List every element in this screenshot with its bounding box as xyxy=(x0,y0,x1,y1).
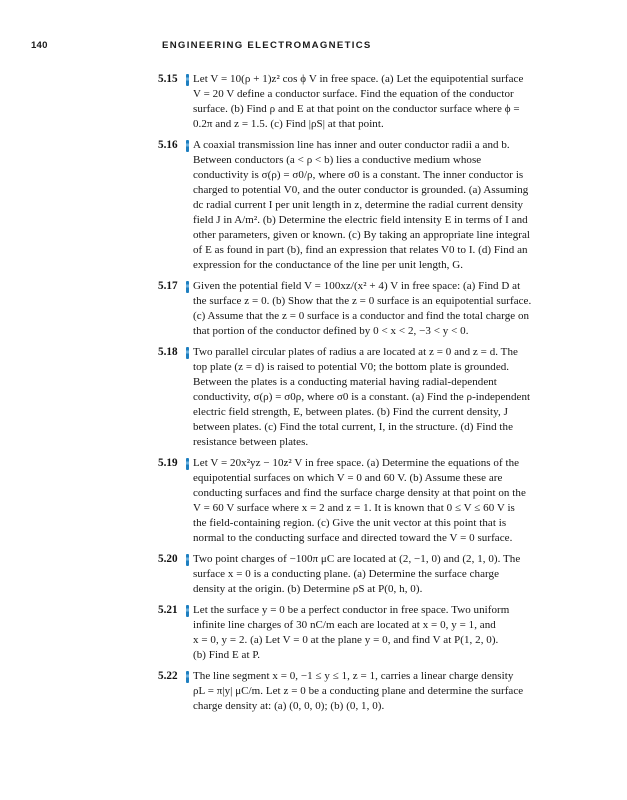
problem-5-22 xyxy=(158,669,571,714)
page-number: 140 xyxy=(31,40,48,51)
problem-marker-icon xyxy=(186,605,189,617)
problem-marker-icon xyxy=(186,671,189,683)
problem-text: Let V = 10(ρ + 1)z² cos ϕ V in free space. (a) Let the equipotential surface V = 20 V define a conductor surface. Find the equation of the conductor surface. (b) Find ρ and E at that point on the conductor surface where ϕ = 0.2π and z = 1.5. (c) Find |ρS| at that point. xyxy=(193,73,524,130)
problem-number: 5.18 xyxy=(158,346,178,358)
problem-text: Given the potential field V = 100xz/(x² + 4) V in free space: (a) Find D at the surface z = 0. (b) Show that the z = 0 surface is an equipotential surface. (c) Assume that the z = 0 surface is a conductor and find the total charge on that portion of the conductor defined by 0 < x < 2, −3 < y < 0. xyxy=(193,280,532,337)
running-title: ENGINEERING ELECTROMAGNETICS xyxy=(162,40,372,51)
problem-marker-icon xyxy=(186,554,189,566)
problem-number: 5.19 xyxy=(158,457,178,469)
problem-5-20 xyxy=(158,552,571,597)
page-header xyxy=(31,40,591,54)
problem-5-21 xyxy=(158,603,571,663)
problem-marker-icon xyxy=(186,347,189,359)
problem-5-17 xyxy=(158,279,571,339)
problem-text: The line segment x = 0, −1 ≤ y ≤ 1, z = 1, carries a linear charge density ρL = π|y| μC/m. Let z = 0 be a conducting plane and determine the surface charge density at: (a) (0, 0, 0); (b) (0, 1, 0). xyxy=(193,670,524,712)
problem-number: 5.15 xyxy=(158,73,178,85)
problem-marker-icon xyxy=(186,140,189,152)
problem-text: Let the surface y = 0 be a perfect conductor in free space. Two uniform infinite line charges of 30 nC/m each are located at x = 0, y = 1, and x = 0, y = 2. (a) Let V = 0 at the plane y = 0, and find V at P(1, 2, 0). (b) Find E at P. xyxy=(193,604,510,661)
problem-5-18 xyxy=(158,345,571,450)
problem-number: 5.17 xyxy=(158,280,178,292)
problem-list xyxy=(158,72,571,720)
problem-number: 5.21 xyxy=(158,604,178,616)
problem-text: A coaxial transmission line has inner and outer conductor radii a and b. Between conductors (a < ρ < b) lies a conductive medium whose conductivity is σ(ρ) = σ0/ρ, where σ0 is a constant. The inner conductor is charged to potential V0, and the outer conductor is grounded. (a) Assuming dc radial current I per unit length in z, determine the radial current density field J in A/m². (b) Determine the electric field intensity E in terms of I and other parameters, given or known. (c) By taking an appropriate line integral of E as found in part (b), find an expression that relates V0 to I. (d) Find an expression for the conductance of the line per unit length, G. xyxy=(193,139,531,271)
problem-marker-icon xyxy=(186,281,189,293)
problem-number: 5.16 xyxy=(158,139,178,151)
problem-number: 5.20 xyxy=(158,553,178,565)
problem-5-19 xyxy=(158,456,571,546)
problem-text: Let V = 20x²yz − 10z² V in free space. (a) Determine the equations of the equipotential surfaces on which V = 0 and 60 V. (b) Assume these are conducting surfaces and find the surface charge density at that point on the V = 60 V surface where x = 2 and z = 1. It is known that 0 ≤ V ≤ 60 V is the field-containing region. (c) Give the unit vector at this point that is normal to the conducting surface and directed toward the V = 0 surface. xyxy=(193,457,526,544)
problem-text: Two point charges of −100π μC are located at (2, −1, 0) and (2, 1, 0). The surface x = 0 is a conducting plane. (a) Determine the surface charge density at the origin. (b) Determine ρS at P(0, h, 0). xyxy=(193,553,521,595)
problem-5-16 xyxy=(158,138,571,273)
problem-marker-icon xyxy=(186,74,189,86)
problem-marker-icon xyxy=(186,458,189,470)
problem-number: 5.22 xyxy=(158,670,178,682)
problem-text: Two parallel circular plates of radius a are located at z = 0 and z = d. The top plate (z = d) is raised to potential V0; the bottom plate is grounded. Between the plates is a conducting material having radial-dependent conductivity, σ(ρ) = σ0ρ, where σ0 is a constant. (a) Find the ρ-independent electric field strength, E, between plates. (b) Find the current density, J between plates. (c) Find the total current, I, in the structure. (d) Find the resistance between plates. xyxy=(193,346,531,448)
problem-5-15 xyxy=(158,72,571,132)
